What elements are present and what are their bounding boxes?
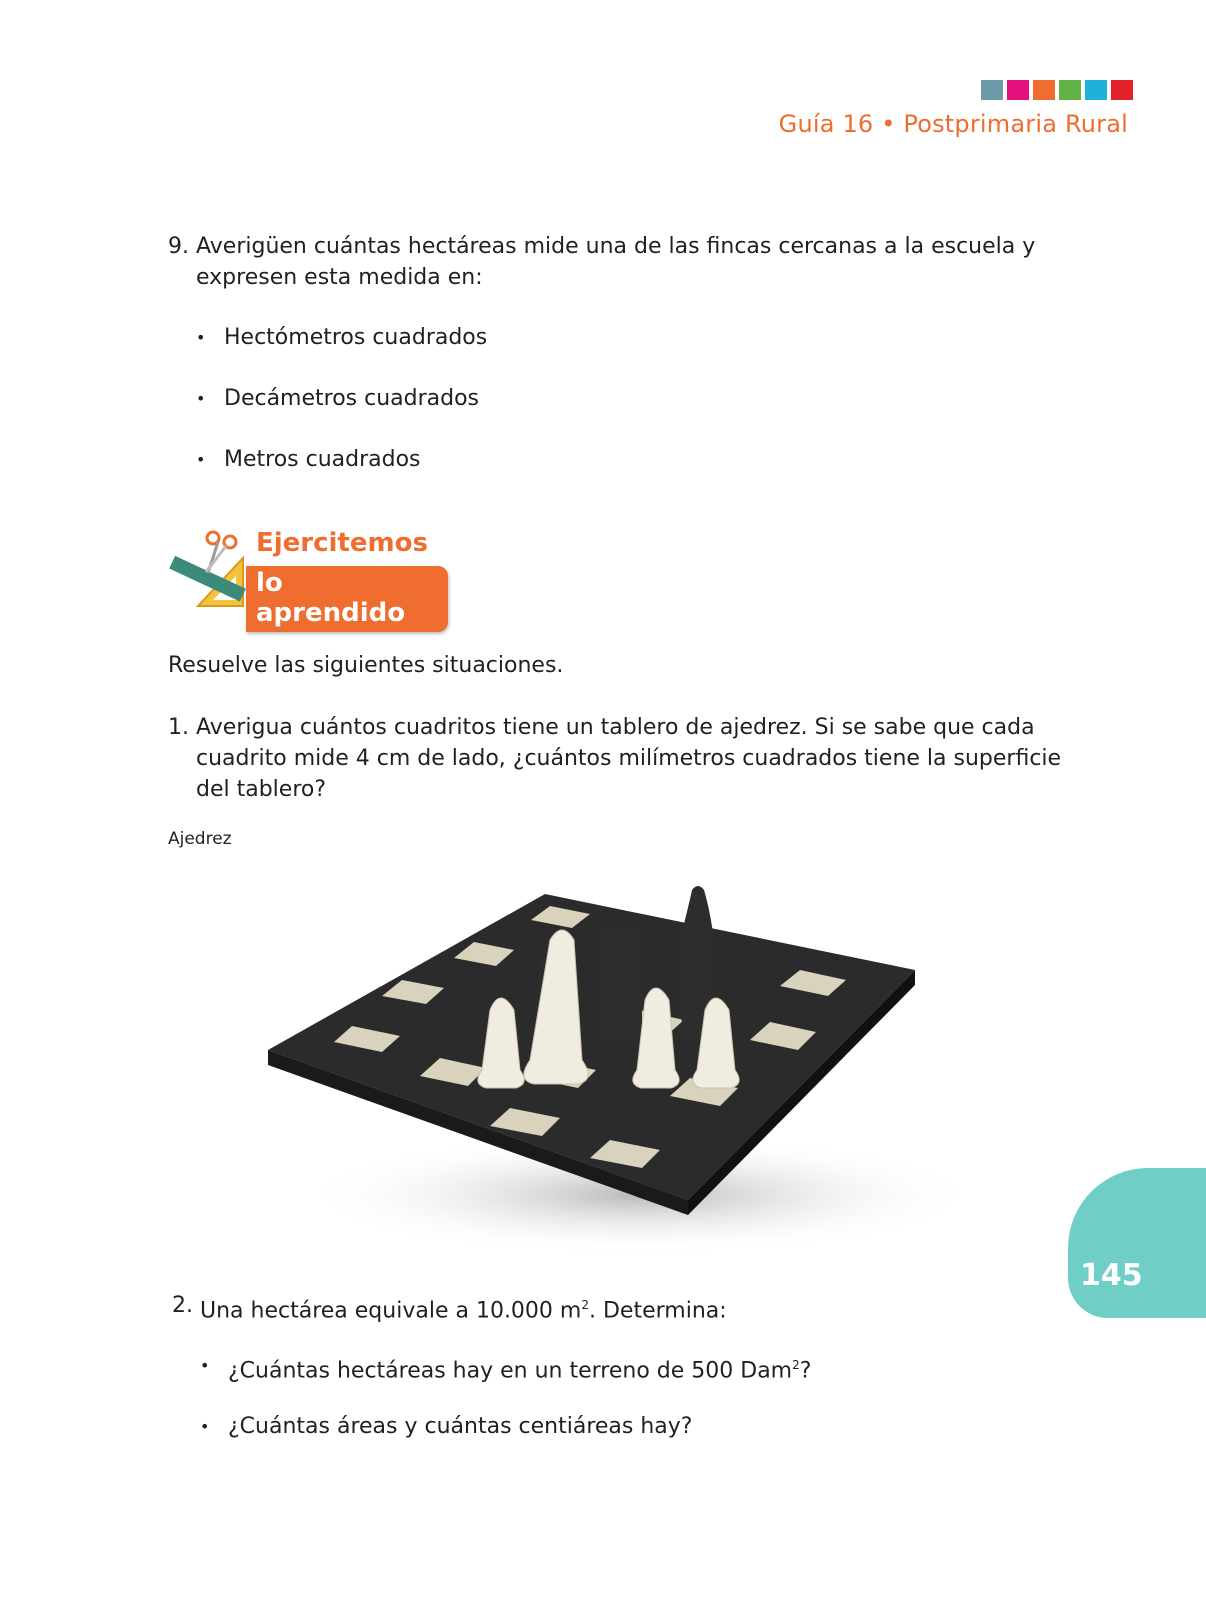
question-text: Averigüen cuántas hectáreas mide una de las fincas cercanas a la escuela y expresen esta medida en: <box>196 234 1036 290</box>
superscript: 2 <box>581 1298 589 1312</box>
swatch <box>981 80 1003 100</box>
question-2 <box>172 1290 1072 1326</box>
question-number: 1. <box>168 715 189 740</box>
chessboard-image <box>260 870 980 1260</box>
question-text <box>200 1290 1072 1326</box>
color-swatches <box>981 80 1133 100</box>
list-item: • Hectómetros cuadrados <box>196 322 487 383</box>
exercise-banner <box>168 528 448 628</box>
instructions: Resuelve las siguientes situaciones. <box>168 653 564 678</box>
question-number: 9. <box>168 234 189 259</box>
list-item-text: ¿Cuántas hectáreas hay en un terreno de 500 Dam <box>228 1358 793 1384</box>
question-text: Averigua cuántos cuadritos tiene un tablero de ajedrez. Si se sabe que cada cuadrito mide 4 cm de lado, ¿cuántos milímetros cuadrados tiene la superficie del tablero? <box>196 715 1062 802</box>
list-item: • ¿Cuántas áreas y cuántas centiáreas hay? <box>200 1411 811 1472</box>
list-item: • Decámetros cuadrados <box>196 383 487 444</box>
swatch <box>1033 80 1055 100</box>
banner-subtitle: lo aprendido <box>246 566 448 632</box>
superscript: 2 <box>792 1358 800 1372</box>
page-number-tab <box>1068 1168 1206 1318</box>
question-9 <box>168 231 1078 293</box>
ruler-scissors-icon <box>168 528 258 610</box>
question-text-part: Una hectárea equivale a 10.000 m <box>200 1298 582 1324</box>
swatch <box>1111 80 1133 100</box>
list-item <box>200 1350 811 1411</box>
question-9-bullets <box>196 322 487 505</box>
list-item-text: ? <box>799 1358 812 1384</box>
list-item: • Metros cuadrados <box>196 444 487 505</box>
question-2-bullets <box>200 1350 811 1472</box>
swatch <box>1059 80 1081 100</box>
header-title: Guía 16 • Postprimaria Rural <box>778 110 1128 138</box>
banner-title: Ejercitemos <box>256 528 428 558</box>
question-text-part: . Determina: <box>589 1298 727 1324</box>
question-number: 2. <box>172 1293 193 1318</box>
swatch <box>1007 80 1029 100</box>
swatch <box>1085 80 1107 100</box>
question-1 <box>168 712 1078 805</box>
image-caption: Ajedrez <box>168 829 232 849</box>
page-number: 145 <box>1080 1258 1143 1293</box>
